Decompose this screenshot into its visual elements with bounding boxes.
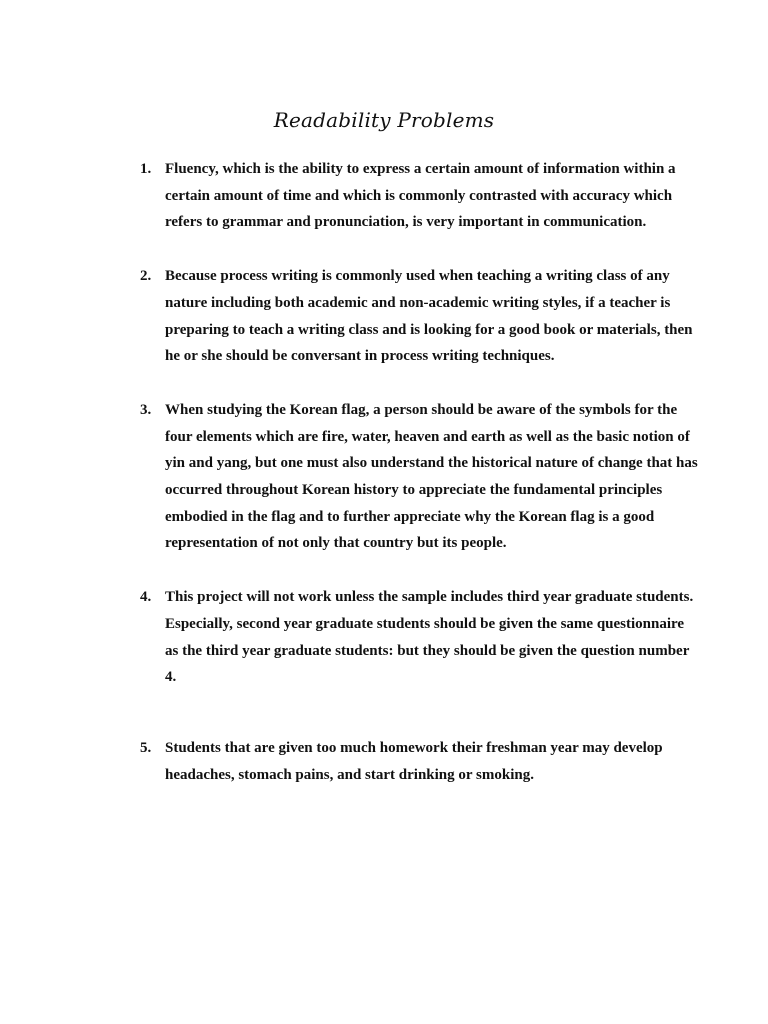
list-item bbox=[140, 735, 700, 788]
list-item bbox=[140, 263, 700, 370]
list-item-text: Fluency, which is the ability to express a certain amount of information within a certain amount of time and which is commonly contrasted with accuracy which refers to grammar and pronunciation, is very important in communication. bbox=[165, 161, 676, 231]
list-item-number: 3. bbox=[140, 401, 152, 418]
list-item bbox=[140, 397, 700, 557]
list-item-number: 4. bbox=[140, 589, 152, 606]
list-item-number: 2. bbox=[140, 268, 152, 285]
list-item bbox=[140, 156, 700, 236]
page-title: Readability Problems bbox=[273, 108, 495, 132]
list-item-text: When studying the Korean flag, a person should be aware of the symbols for the four elements which are fire, water, heaven and earth as well as the basic notion of yin and yang, but one must also understand the historical nature of change that has occurred throughout Korean history to appreciate the fundamental principles embodied in the flag and to further appreciate why the Korean flag is a good representation of not only that country but its people. bbox=[165, 401, 698, 552]
list-item-text: Because process writing is commonly used when teaching a writing class of any nature including both academic and non-academic writing styles, if a teacher is preparing to teach a writing class and is looking for a good book or materials, then he or she should be conversant in process writing techniques. bbox=[165, 268, 693, 365]
list-item-text: Students that are given too much homework their freshman year may develop headaches, stomach pains, and start drinking or smoking. bbox=[165, 739, 663, 783]
list-item-text: This project will not work unless the sample includes third year graduate students. Especially, second year graduate students should be given the same questionnaire as the third year graduate students: but they should be given the question number 4. bbox=[165, 589, 694, 686]
readability-list bbox=[140, 156, 700, 815]
list-item-number: 1. bbox=[140, 161, 152, 177]
list-item bbox=[140, 584, 700, 691]
list-item-number: 5. bbox=[140, 739, 152, 756]
